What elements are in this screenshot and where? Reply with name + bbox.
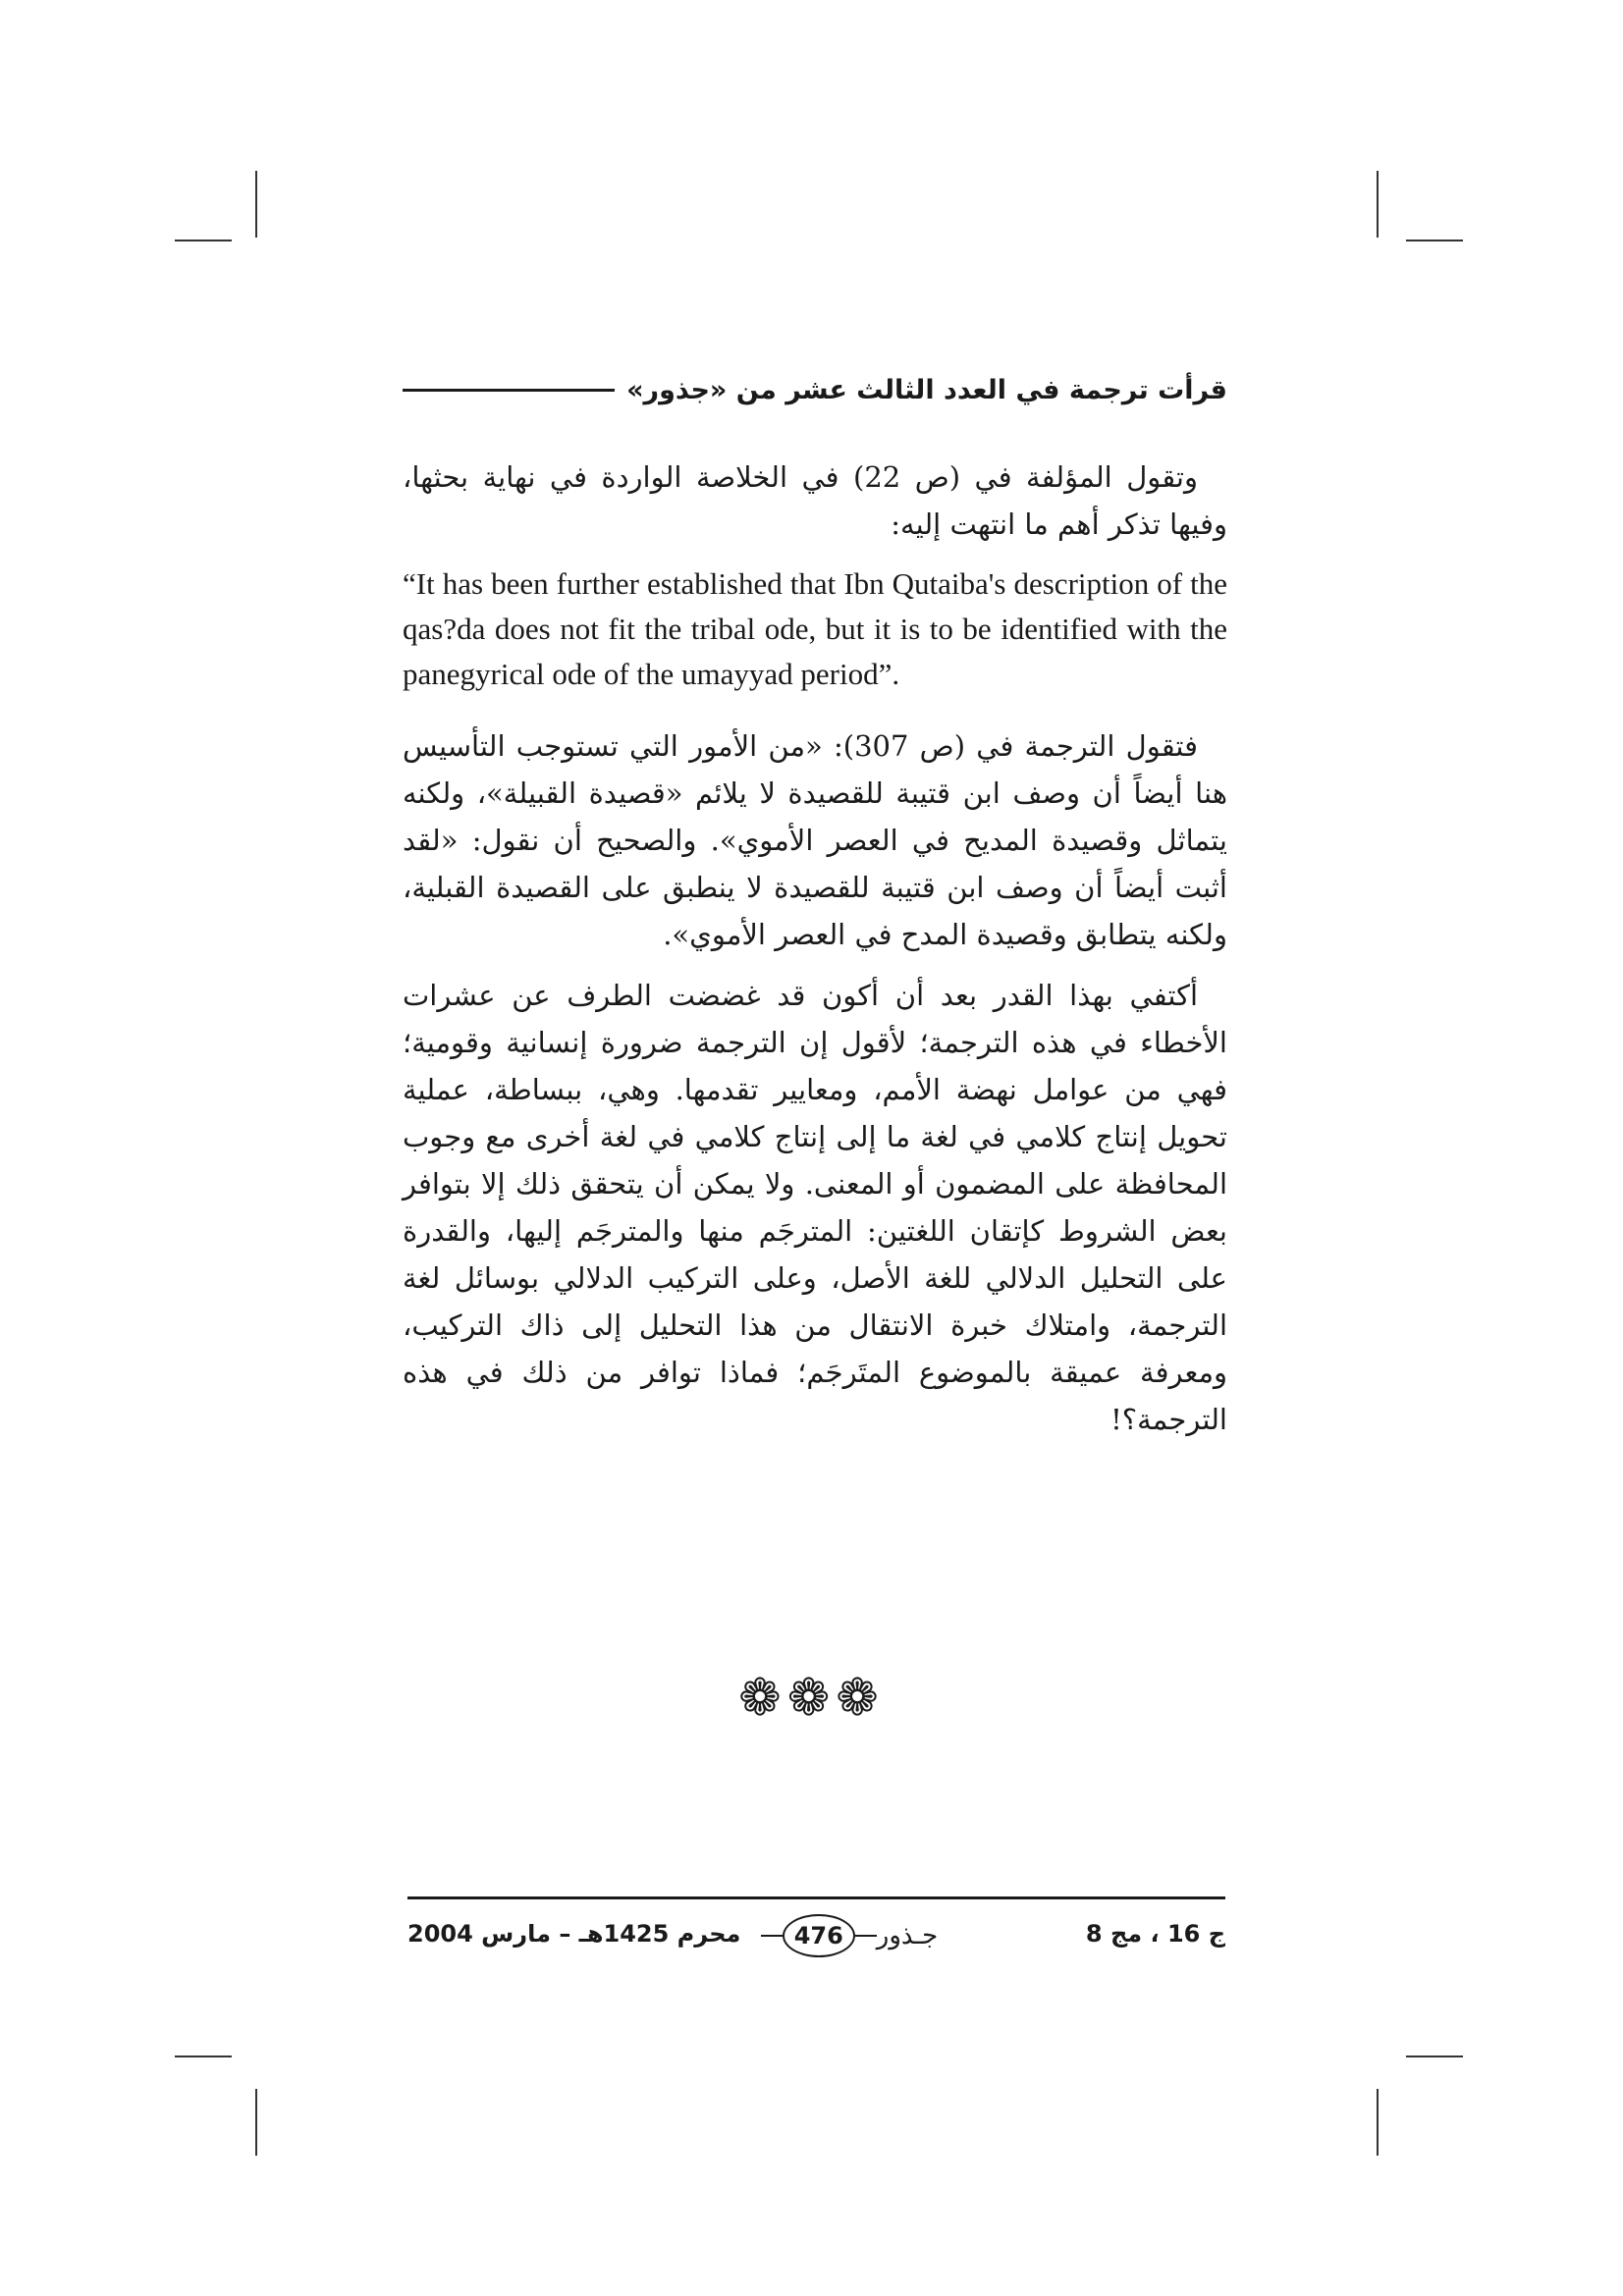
journal-logo [751, 1910, 947, 1961]
crop-mark-top-right-horizontal [1406, 240, 1463, 241]
logo-stroke [855, 1935, 877, 1937]
page-footer [407, 1910, 1225, 1969]
running-head [403, 365, 1227, 414]
running-head-title: قرأت ترجمة في العدد الثالث عشر من «جذور» [626, 374, 1227, 405]
page-number: 476 [783, 1914, 855, 1957]
running-head-rule [403, 389, 615, 392]
crop-mark-top-right-vertical [1377, 171, 1379, 238]
crop-mark-bottom-left-horizontal [175, 2056, 232, 2057]
footer-rule [407, 1896, 1225, 1899]
paragraph-conclusion: أكتفي بهذا القدر بعد أن أكون قد غضضت الطرف عن عشرات الأخطاء في هذه الترجمة؛ لأقول إن الترجمة ضرورة إنسانية وقومية؛ فهي من عوامل نهضة الأمم، ومعايير تقدمها. وهي، ببساطة، عملية تحويل إنتاج كلامي في لغة ما إلى إنتاج كلامي في لغة أخرى مع وجوب المحافظة على المضمون أو المعنى. ولا يمكن أن يتحقق ذلك إلا بتوافر بعض الشروط كإتقان اللغتين: المترجَم منها والمترجَم إليها، والقدرة على التحليل الدلالي للغة الأصل، وعلى التركيب الدلالي بوسائل لغة الترجمة، وامتلاك خبرة الانتقال من هذا التحليل إلى ذاك التركيب، ومعرفة عميقة بالموضوع المتَرجَم؛ فماذا توافر من ذلك في هذه الترجمة؟! [403, 979, 1227, 1436]
crop-mark-bottom-right-vertical [1377, 2089, 1379, 2156]
crop-mark-top-left-vertical [255, 171, 257, 238]
footer-issue: ج 16 ، مج 8 [1085, 1920, 1225, 1948]
footer-date: محرم 1425هـ – مارس 2004 [407, 1920, 741, 1948]
crop-mark-top-left-horizontal [175, 240, 232, 241]
english-quotation: “It has been further established that Ibn Qutaiba's description of the qas?da does not fit the tribal ode, but it is to be identified with the panegyrical ode of the umayyad period”. [403, 566, 1227, 691]
journal-name: جـذور [876, 1921, 939, 1950]
paragraph-author-summary: وتقول المؤلفة في (ص 22) في الخلاصة الواردة في نهاية بحثها، وفيها تذكر أهم ما انتهت إليه: [403, 460, 1227, 541]
crop-mark-bottom-right-horizontal [1406, 2056, 1463, 2057]
paragraph-translation-critique: فتقول الترجمة في (ص 307): «من الأمور التي تستوجب التأسيس هنا أيضاً أن وصف ابن قتيبة للقصيدة لا يلائم «قصيدة القبيلة»، ولكنه يتماثل وقصيدة المديح في العصر الأموي». والصحيح أن نقول: «لقد أثبت أيضاً أن وصف ابن قتيبة للقصيدة لا ينطبق على القصيدة القبلية، ولكنه يتطابق وقصيدة المدح في العصر الأموي». [403, 729, 1227, 951]
logo-stroke [761, 1935, 783, 1937]
section-end-ornament: ❁❁❁ [738, 1669, 885, 1728]
article-body [403, 454, 1227, 1457]
crop-mark-bottom-left-vertical [255, 2089, 257, 2156]
